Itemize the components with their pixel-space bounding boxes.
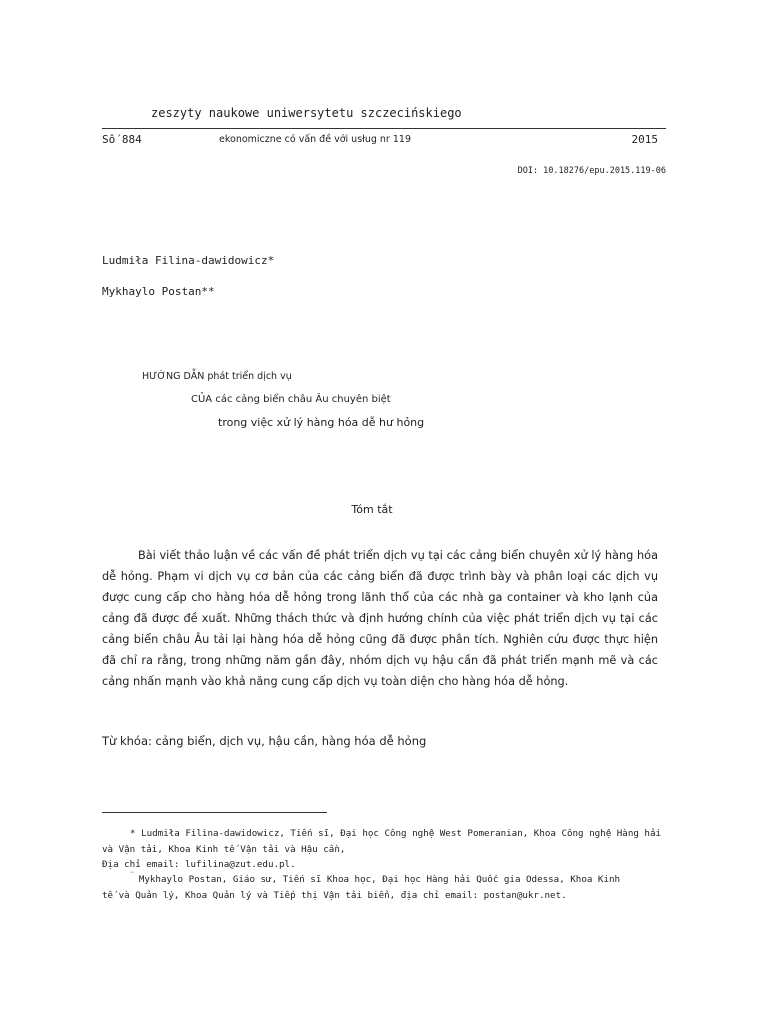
abstract-heading: Tóm tắt xyxy=(351,503,393,516)
footnote-1-line-1: * Ludmiła Filina-dawidowicz, Tiến sĩ, Đại học Công nghệ West Pomeranian, Khoa Công nghệ Hàng hải xyxy=(130,828,662,839)
footnote-1 xyxy=(102,826,664,873)
footnote-1-line-3: Địa chỉ email: lufilina@zut.edu.pl. xyxy=(102,859,296,870)
abstract-text: Bài viết thảo luận về các vấn đề phát triển dịch vụ tại các cảng biển chuyên xử lý hàng hóa dễ hỏng. Phạm vi dịch vụ cơ bản của các cảng biển đã được trình bày và phân loại các dịch vụ được cung cấp cho hàng hóa dễ hỏng trong lãnh thổ của các nhà ga container và kho lạnh của cảng đã được đề xuất. Những thách thức và định hướng chính của việc phát triển dịch vụ tại các cảng biển châu Âu tải lại hàng hóa dễ hỏng cũng đã được phân tích. Nghiên cứu được thực hiện đã chỉ ra rằng, trong những năm gần đây, nhóm dịch vụ hậu cần đã phát triển mạnh mẽ và các cảng nhấn mạnh vào khả năng cung cấp dịch vụ toàn diện cho hàng hóa dễ hỏng. xyxy=(102,549,658,688)
footnote-1-line-2: và Vận tải, Khoa Kinh tế Vận tải và Hậu cần, xyxy=(102,843,346,855)
issue-number: Số 884 xyxy=(102,133,142,146)
issue-row xyxy=(102,133,658,149)
author-1: Ludmiła Filina-dawidowicz* xyxy=(102,254,275,267)
footnote-2-line-1 xyxy=(102,868,664,888)
issue-year: 2015 xyxy=(631,133,658,146)
keywords: Từ khóa: cảng biển, dịch vụ, hậu cần, hàng hóa dễ hỏng xyxy=(102,734,427,748)
footnote-2-text: Mykhaylo Postan, Giáo sư, Tiến sĩ Khoa học, Đại học Hàng hải Quốc gia Odessa, Khoa Kinh xyxy=(138,874,621,885)
footnote-2 xyxy=(102,868,664,903)
doi: DOI: 10.18276/epu.2015.119-06 xyxy=(517,166,666,176)
title-line-2: CỦA các cảng biển châu Âu chuyên biệt xyxy=(191,394,391,405)
journal-name: zeszyty naukowe uniwersytetu szczecińskiego xyxy=(151,106,462,120)
footnote-rule xyxy=(102,812,327,813)
abstract-body xyxy=(102,545,658,692)
title-line-3: trong việc xử lý hàng hóa dễ hư hỏng xyxy=(218,416,425,429)
series-title: ekonomiczne có vấn đề với usług nr 119 xyxy=(219,134,411,145)
footnote-2-mark: ¨ xyxy=(130,871,135,880)
title-line-1: HƯỚNG DẪN phát triển dịch vụ xyxy=(142,371,292,382)
footnote-2-line-2: tế và Quản lý, Khoa Quản lý và Tiếp thị Vận tải biển, địa chỉ email: postan@ukr.net. xyxy=(102,889,567,901)
header-rule xyxy=(102,128,666,129)
author-2: Mykhaylo Postan** xyxy=(102,285,215,298)
